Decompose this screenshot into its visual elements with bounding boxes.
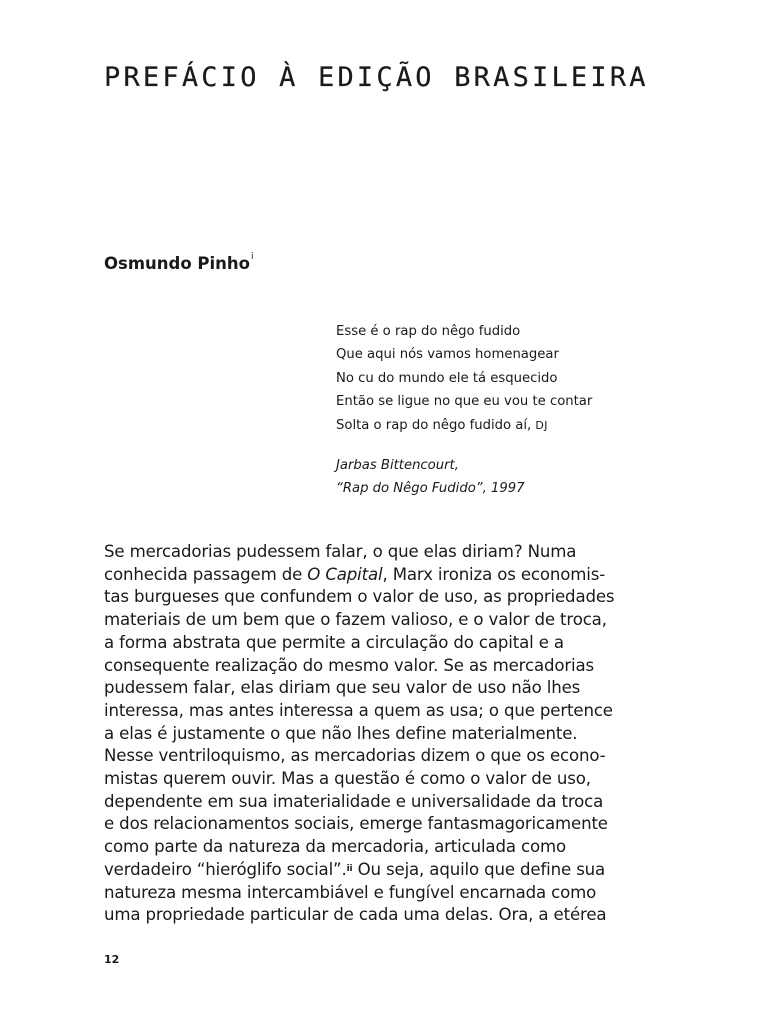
body-line: natureza mesma intercambiável e fungível encarnada como (104, 882, 597, 902)
body-line: pudessem falar, elas diriam que seu valor de uso não lhes (104, 678, 581, 698)
body-line: mistas querem ouvir. Mas a questão é como o valor de uso, (104, 769, 591, 789)
book-title-italic: O Capital (307, 564, 383, 584)
epigraph-line: No cu do mundo ele tá esquecido (336, 370, 558, 386)
page-number: 12 (104, 953, 120, 966)
body-line-text: Ou seja, aquilo que define sua (352, 859, 606, 879)
body-line: tas burgueses que confundem o valor de uso, as propriedades (104, 587, 615, 607)
body-line-text: conhecida passagem de (104, 564, 308, 584)
epigraph-line-text: Solta o rap do nêgo fudido aí, (336, 417, 532, 433)
chapter-title: PREFÁCIO À EDIÇÃO BRASILEIRA (104, 62, 649, 93)
body-line: e dos relacionamentos sociais, emerge fantasmagoricamente (104, 814, 608, 834)
epigraph-line: Que aqui nós vamos homenagear (336, 347, 559, 363)
body-line: Nesse ventriloquismo, as mercadorias dizem o que os econo- (104, 746, 606, 766)
author-name (104, 254, 254, 273)
body-paragraph (104, 541, 644, 927)
author-note-marker: i (251, 252, 254, 262)
body-line (104, 859, 644, 882)
author-name-text: Osmundo Pinho (104, 254, 251, 273)
body-line-text: , Marx ironiza os economis- (382, 564, 606, 584)
epigraph-line: Então se ligue no que eu vou te contar (336, 394, 593, 410)
body-line: a elas é justamente o que não lhes define materialmente. (104, 723, 578, 743)
body-line: uma propriedade particular de cada uma delas. Ora, a etérea (104, 905, 607, 925)
body-line: a forma abstrata que permite a circulação do capital e a (104, 632, 564, 652)
body-line (104, 564, 644, 587)
body-line: dependente em sua imaterialidade e universalidade da troca (104, 791, 604, 811)
body-line: interessa, mas antes interessa a quem as usa; o que pertence (104, 700, 613, 720)
epigraph-line (336, 414, 592, 437)
attribution-author: Jarbas Bittencourt, (336, 458, 459, 473)
body-line: Se mercadorias pudessem falar, o que elas diriam? Numa (104, 542, 577, 561)
epigraph (336, 320, 592, 437)
attribution-work: “Rap do Nêgo Fudido”, 1997 (336, 481, 525, 497)
epigraph-attribution (336, 454, 525, 501)
epigraph-line: Esse é o rap do nêgo fudido (336, 324, 521, 339)
epigraph-line-suffix: DJ (535, 418, 548, 432)
body-line: consequente realização do mesmo valor. Se as mercadorias (104, 655, 594, 675)
body-line: materiais de um bem que o fazem valioso, e o valor de troca, (104, 610, 607, 630)
body-line-text: verdadeiro “hieróglifo social”. (104, 859, 347, 879)
footnote-marker: ii (346, 863, 353, 874)
body-line: como parte da natureza da mercadoria, articulada como (104, 837, 566, 857)
